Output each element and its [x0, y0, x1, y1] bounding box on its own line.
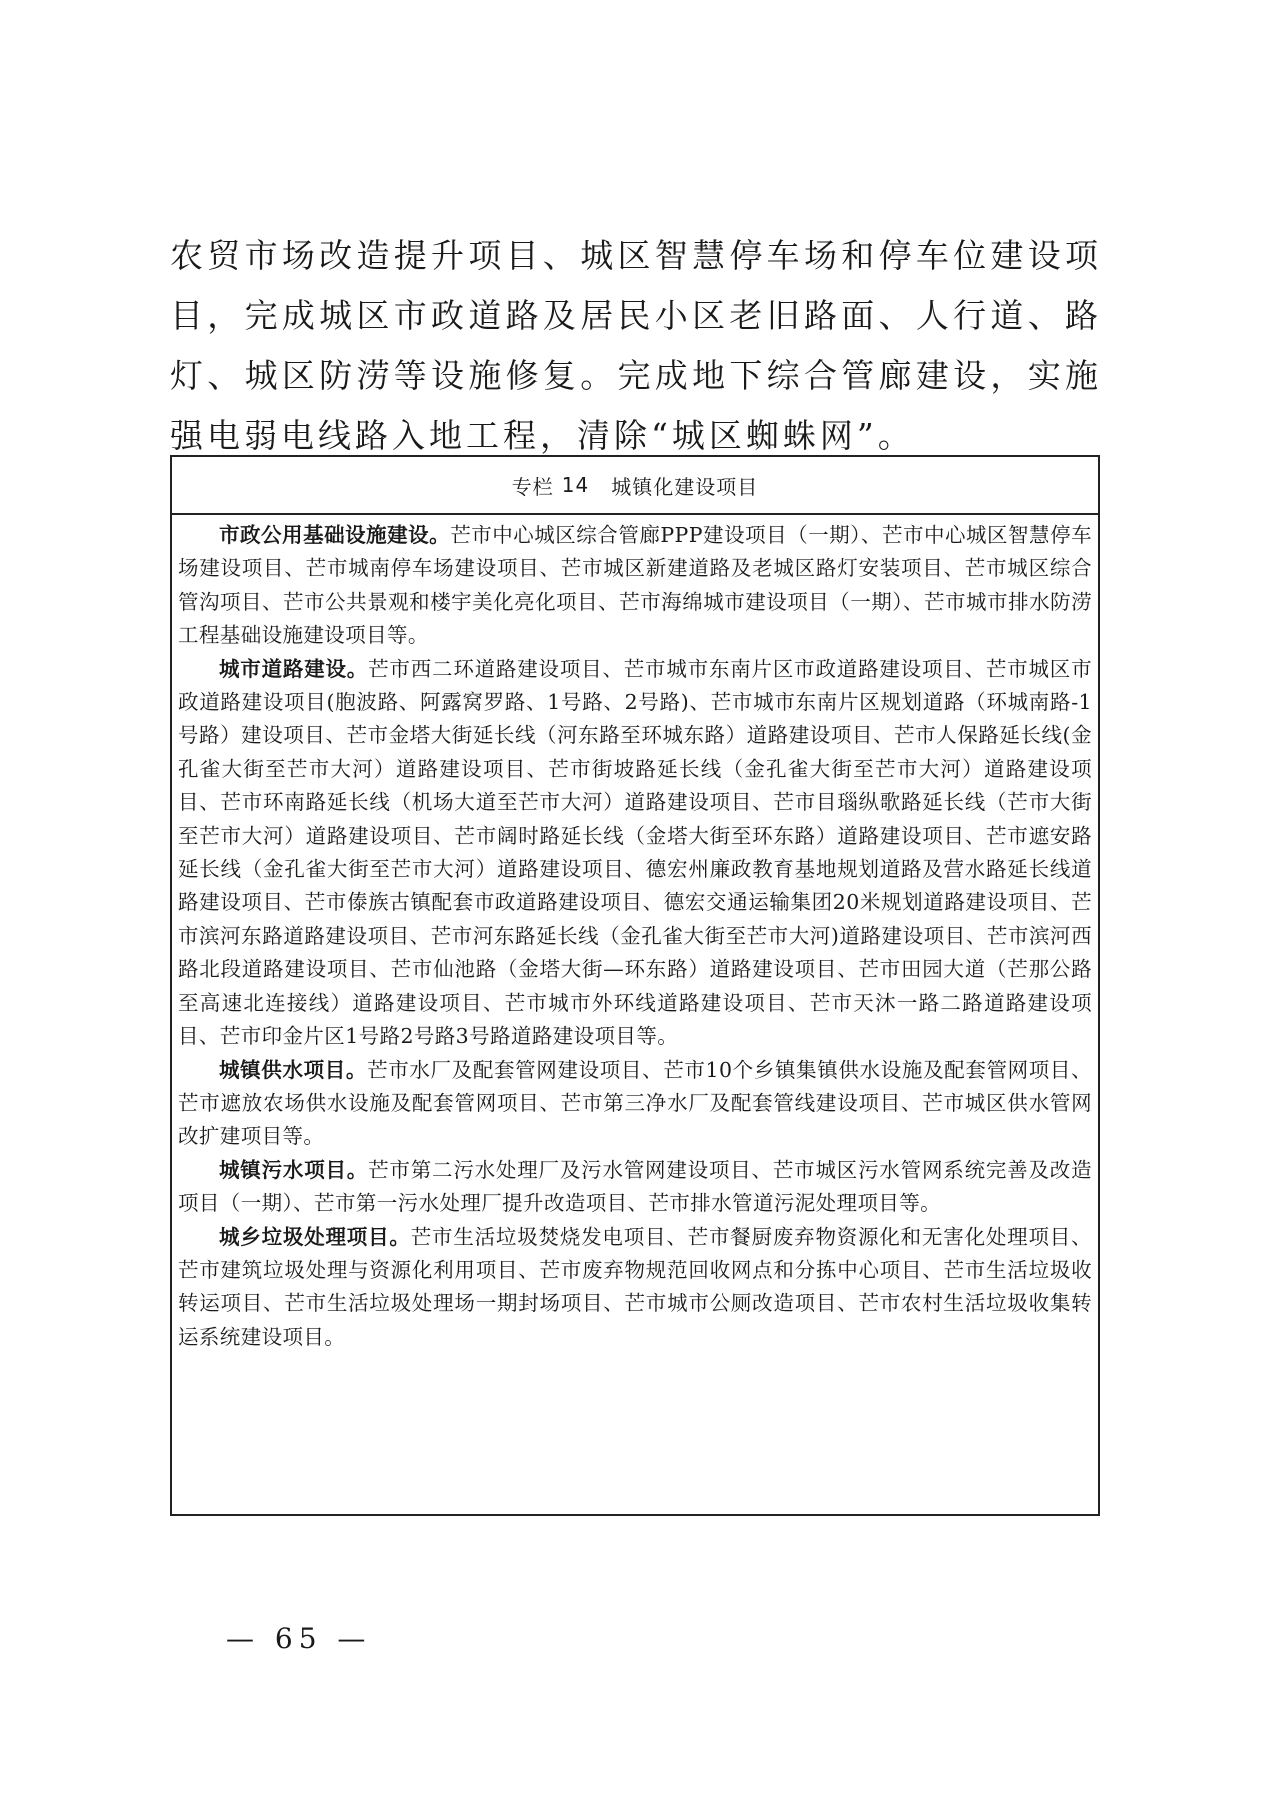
- box-title-text: 城镇化建设项目: [611, 474, 759, 499]
- page-number: — 65 —: [226, 1622, 372, 1655]
- section-sewage: [178, 1154, 1092, 1221]
- section-municipal: [178, 519, 1092, 653]
- feature-box: [170, 455, 1100, 1516]
- section-lead: 城乡垃圾处理项目。: [219, 1224, 411, 1249]
- section-lead: 城镇污水项目。: [219, 1157, 369, 1182]
- section-garbage: [178, 1221, 1092, 1355]
- box-body: [172, 515, 1098, 1354]
- section-text: 芒市水厂及配套管网建设项目、芒市10个乡镇集镇供水设施及配套管网项目、芒市遮放农场供水设施及配套管网项目、芒市第三净水厂及配套管线建设项目、芒市城区供水管网改扩建项目等。: [178, 1057, 1092, 1149]
- body-paragraph: 农贸市场改造提升项目、城区智慧停车场和停车位建设项目，完成城区市政道路及居民小区老旧路面、人行道、路灯、城区防涝等设施修复。完成地下综合管廊建设，实施强电弱电线路入地工程，清除“城区蜘蛛网”。: [170, 236, 1102, 455]
- section-lead: 城镇供水项目。: [219, 1057, 368, 1082]
- section-text: 芒市第二污水处理厂及污水管网建设项目、芒市城区污水管网系统完善及改造项目（一期）、芒市第一污水处理厂提升改造项目、芒市排水管道污泥处理项目等。: [178, 1157, 1092, 1216]
- box-title: [172, 457, 1098, 515]
- section-water-supply: [178, 1054, 1092, 1154]
- section-lead: 城市道路建设。: [219, 656, 369, 681]
- section-text: 芒市生活垃圾焚烧发电项目、芒市餐厨废弃物资源化和无害化处理项目、芒市建筑垃圾处理与资源化利用项目、芒市废弃物规范回收网点和分拣中心项目、芒市生活垃圾收转运项目、芒市生活垃圾处理场一期封场项目、芒市城市公厕改造项目、芒市农村生活垃圾收集转运系统建设项目。: [178, 1224, 1092, 1349]
- box-title-number: 14: [561, 473, 590, 497]
- section-roads: [178, 653, 1092, 1054]
- section-text: 芒市西二环道路建设项目、芒市城市东南片区市政道路建设项目、芒市城区市政道路建设项目(胞波路、阿露窝罗路、1号路、2号路)、芒市城市东南片区规划道路（环城南路-1号路）建设项目、芒市金塔大街延长线（河东路至环城东路）道路建设项目、芒市人保路延长线(金孔雀大街至芒市大河）道路建设项目、芒市街坡路延长线（金孔雀大街至芒市大河）道路建设项目、芒市环南路延长线（机场大道至芒市大河）道路建设项目、芒市目瑙纵歌路延长线（芒市大街至芒市大河）道路建设项目、芒市阔时路延长线（金塔大街至环东路）道路建设项目、芒市遮安路延长线（金孔雀大街至芒市大河）道路建设项目、德宏州廉政教育基地规划道路及营水路延长线道路建设项目、芒市傣族古镇配套市政道路建设项目、德宏交通运输集团20米规划道路建设项目、芒市滨河东路道路建设项目、芒市河东路延长线（金孔雀大街至芒市大河)道路建设项目、芒市滨河西路北段道路建设项目、芒市仙池路（金塔大街—环东路）道路建设项目、芒市田园大道（芒那公路至高速北连接线）道路建设项目、芒市城市外环线道路建设项目、芒市天沐一路二路道路建设项目、芒市印金片区1号路2号路3号路道路建设项目等。: [178, 656, 1092, 1049]
- section-text: 芒市中心城区综合管廊PPP建设项目（一期）、芒市中心城区智慧停车场建设项目、芒市城南停车场建设项目、芒市城区新建道路及老城区路灯安装项目、芒市城区综合管沟项目、芒市公共景观和楼宇美化亮化项目、芒市海绵城市建设项目（一期）、芒市城市排水防涝工程基础设施建设项目等。: [178, 523, 1092, 648]
- box-title-prefix: 专栏: [511, 474, 554, 499]
- section-lead: 市政公用基础设施建设。: [219, 523, 451, 547]
